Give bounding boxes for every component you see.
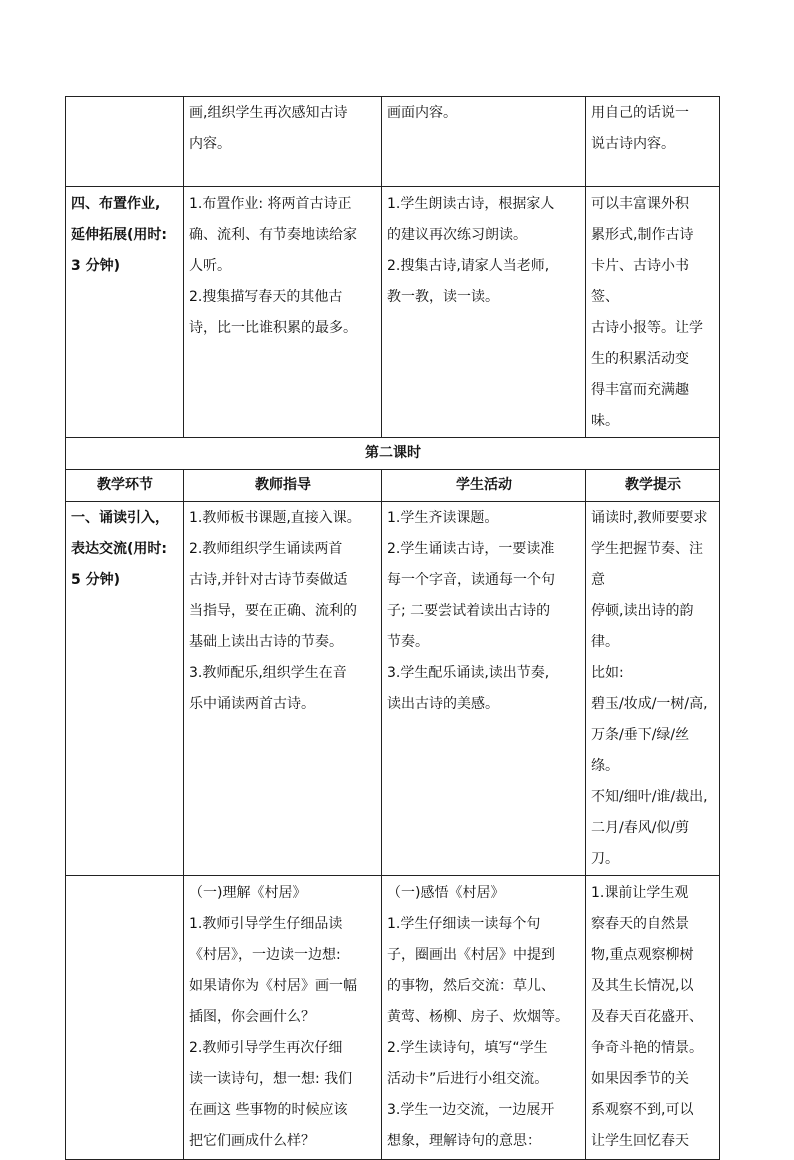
cell-line: 基础上读出古诗的节奏。 <box>189 634 343 650</box>
cell-line: 1.学生齐读课题。 <box>387 510 499 526</box>
cell-line: 让学生回忆春天 <box>591 1133 689 1149</box>
cell-line: 古诗,并针对古诗节奏做适 <box>189 572 348 588</box>
cell-line: 黄莺、杨柳、房子、炊烟等。 <box>387 1009 569 1025</box>
column-header: 教师指导 <box>184 470 382 502</box>
stage-cell <box>66 502 184 876</box>
cell-line: 得丰富而充满趣 <box>591 382 689 398</box>
cell-line: 一、诵读引入， <box>71 510 169 526</box>
cell-line: 学生把握节奏、注意 <box>591 541 703 588</box>
cell-line: 及春天百花盛开、 <box>591 1009 703 1025</box>
cell-line: 1.教师板书课题,直接入课。 <box>189 510 361 526</box>
cell-line: 节奏。 <box>387 634 429 650</box>
cell-line: 画面内容。 <box>387 105 457 121</box>
teacher-guidance-cell <box>184 97 382 187</box>
cell-line: 3.学生一边交流，一边展开 <box>387 1102 555 1118</box>
cell-line: 古诗小报等。让学 <box>591 320 703 336</box>
table-row <box>66 187 720 438</box>
section-title: 第二课时 <box>66 438 720 470</box>
column-header: 学生活动 <box>382 470 586 502</box>
cell-line: 乐中诵读两首古诗。 <box>189 696 315 712</box>
cell-line: 确、流利、有节奏地读给家 <box>189 227 357 243</box>
cell-line: 系观察不到,可以 <box>591 1102 694 1118</box>
cell-line: 说古诗内容。 <box>591 136 675 152</box>
cell-line: 延伸拓展(用时: <box>71 227 167 243</box>
cell-line: 卡片、古诗小书签、 <box>591 258 689 305</box>
teacher-guidance-cell <box>184 876 382 1160</box>
teacher-guidance-cell <box>184 187 382 438</box>
cell-line: 内容。 <box>189 136 231 152</box>
cell-line: 3 分钟) <box>71 258 121 274</box>
cell-line: 不知/细叶/谁/裁出, <box>591 789 708 805</box>
cell-line: 比如: <box>591 665 624 681</box>
student-activity-cell <box>382 502 586 876</box>
cell-line: 画,组织学生再次感知古诗 <box>189 105 348 121</box>
cell-line: 2.搜集描写春天的其他古 <box>189 289 343 305</box>
cell-line: 每一个字音，读通每一个句 <box>387 572 555 588</box>
cell-line: 把它们画成什么样？ <box>189 1133 315 1149</box>
cell-line: 教一教，读一读。 <box>387 289 499 305</box>
cell-line: 物,重点观察柳树 <box>591 947 694 963</box>
cell-line: 2.教师组织学生诵读两首 <box>189 541 343 557</box>
cell-line: 二月/春风/似/剪刀。 <box>591 820 690 867</box>
table-row <box>66 97 720 187</box>
cell-line: 生的积累活动变 <box>591 351 689 367</box>
cell-line: 2.学生诵读古诗，一要读准 <box>387 541 555 557</box>
table-row <box>66 876 720 1160</box>
header-row <box>66 470 720 502</box>
cell-line: 《村居》，一边读一边想: <box>189 947 341 963</box>
cell-line: 1.教师引导学生仔细品读 <box>189 916 343 932</box>
cell-line: 表达交流(用时: <box>71 541 167 557</box>
cell-line: 想象，理解诗句的意思： <box>387 1133 541 1149</box>
cell-line: 察春天的自然景 <box>591 916 689 932</box>
cell-line: 及其生长情况,以 <box>591 978 694 994</box>
cell-line: 1.学生朗读古诗，根据家人 <box>387 196 555 212</box>
cell-line: 在画这 些事物的时候应该 <box>189 1102 348 1118</box>
stage-cell <box>66 876 184 1160</box>
cell-line: 碧玉/妆成/一树/高, <box>591 696 708 712</box>
cell-line: 3.教师配乐,组织学生在音 <box>189 665 347 681</box>
cell-line: 当指导，要在正确、流利的 <box>189 603 357 619</box>
cell-line: 活动卡”后进行小组交流。 <box>387 1071 549 1087</box>
cell-line: 如果因季节的关 <box>591 1071 689 1087</box>
cell-line: 子，圈画出《村居》中提到 <box>387 947 555 963</box>
cell-line: 停顿,读出诗的韵律。 <box>591 603 694 650</box>
cell-line: 2.搜集古诗,请家人当老师, <box>387 258 550 274</box>
cell-line: 万条/垂下/绿/丝绦。 <box>591 727 690 774</box>
teaching-tip-cell <box>586 876 720 1160</box>
cell-line: （一)理解《村居》 <box>189 885 307 901</box>
student-activity-cell <box>382 187 586 438</box>
teaching-tip-cell <box>586 187 720 438</box>
cell-line: 累形式,制作古诗 <box>591 227 694 243</box>
cell-line: 2.学生读诗句，填写“学生 <box>387 1040 548 1056</box>
student-activity-cell <box>382 876 586 1160</box>
stage-cell <box>66 97 184 187</box>
teaching-tip-cell <box>586 502 720 876</box>
cell-line: 的事物，然后交流：草儿、 <box>387 978 555 994</box>
cell-line: 子; 二要尝试着读出古诗的 <box>387 603 551 619</box>
cell-line: 读一读诗句，想一想: 我们 <box>189 1071 353 1087</box>
cell-line: 可以丰富课外积 <box>591 196 689 212</box>
cell-line: 四、布置作业, <box>71 196 161 212</box>
cell-line: 人听。 <box>189 258 231 274</box>
section-title-row <box>66 438 720 470</box>
cell-line: 的建议再次练习朗读。 <box>387 227 527 243</box>
cell-line: 争奇斗艳的情景。 <box>591 1040 703 1056</box>
cell-line: 1.课前让学生观 <box>591 885 689 901</box>
teaching-tip-cell <box>586 97 720 187</box>
cell-line: 插图，你会画什么？ <box>189 1009 315 1025</box>
teacher-guidance-cell <box>184 502 382 876</box>
column-header: 教学提示 <box>586 470 720 502</box>
cell-line: 3.学生配乐诵读,读出节奏, <box>387 665 550 681</box>
cell-line: 读出古诗的美感。 <box>387 696 499 712</box>
cell-line: 5 分钟) <box>71 572 121 588</box>
cell-line: 2.教师引导学生再次仔细 <box>189 1040 343 1056</box>
cell-line: 诗，比一比谁积累的最多。 <box>189 320 357 336</box>
cell-line: 用自己的话说一 <box>591 105 689 121</box>
column-header: 教学环节 <box>66 470 184 502</box>
stage-cell <box>66 187 184 438</box>
cell-line: 味。 <box>591 413 619 429</box>
cell-line: 1.学生仔细读一读每个句 <box>387 916 541 932</box>
cell-line: （一)感悟《村居》 <box>387 885 505 901</box>
student-activity-cell <box>382 97 586 187</box>
cell-line: 诵读时,教师要要求 <box>591 510 708 526</box>
cell-line: 1.布置作业: 将两首古诗正 <box>189 196 352 212</box>
cell-line: 如果请你为《村居》画一幅 <box>189 978 357 994</box>
lesson-plan-table <box>65 96 720 1160</box>
table-row <box>66 502 720 876</box>
